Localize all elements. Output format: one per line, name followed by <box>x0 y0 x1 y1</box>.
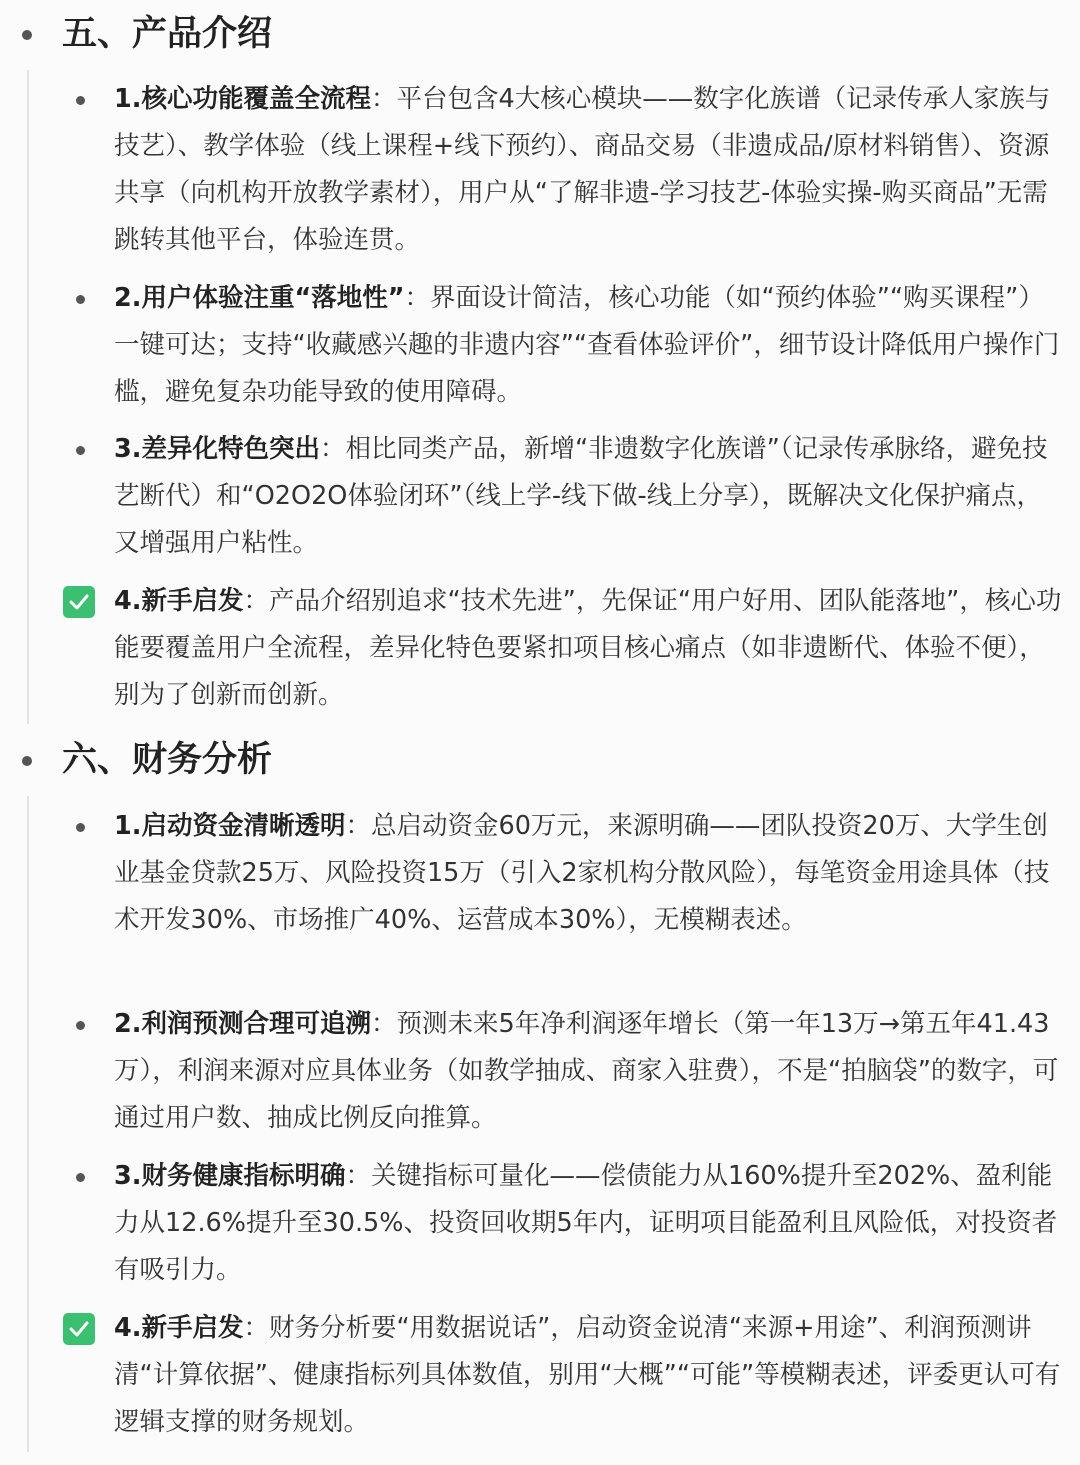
item-heading: 利润预测合理可追溯 <box>141 1009 371 1039</box>
list-item <box>114 275 1064 416</box>
item-text: 平台包含4大核心模块——数字化族谱（记录传承人家族与技艺）、教学体验（线上课程+线下预约）、商品交易（非遗成品/原材料销售）、资源共享（向机构开放教学素材），用户从“了解非遗-学习技艺-体验实操-购买商品”无需跳转其他平台，体验连贯。 <box>114 84 1051 255</box>
item-text: 相比同类产品，新增“非遗数字化族谱”（记录传承脉络，避免技艺断代）和“O2O2O体验闭环”（线上学-线下做-线上分享），既解决文化保护痛点，又增强用户粘性。 <box>114 434 1048 558</box>
item-number: 1. <box>114 84 142 114</box>
item-heading: 新手启发 <box>141 586 244 616</box>
dot-icon <box>76 295 85 304</box>
dot-icon <box>76 823 85 832</box>
check-icon <box>63 586 95 618</box>
dot-icon <box>76 1021 85 1030</box>
section-guide-line <box>27 796 29 1452</box>
list-item <box>114 1001 1064 1142</box>
item-heading: 启动资金清晰透明 <box>141 811 346 841</box>
list-item <box>114 76 1064 264</box>
check-icon <box>63 1313 95 1345</box>
list-item <box>114 1305 1064 1446</box>
section-title: 六、财务分析 <box>62 740 273 780</box>
item-number: 4. <box>114 1313 142 1343</box>
item-number: 3. <box>114 1161 142 1191</box>
item-colon: ： <box>345 811 371 841</box>
item-colon: ： <box>243 586 269 616</box>
section-financial-analysis <box>0 730 1080 1465</box>
section-guide-line <box>27 70 29 724</box>
list-item <box>114 426 1064 567</box>
item-heading: 用户体验注重“落地性” <box>141 283 405 313</box>
item-colon: ： <box>404 283 430 313</box>
dot-icon <box>76 1173 85 1182</box>
item-number: 2. <box>114 1009 142 1039</box>
dot-icon <box>76 96 85 105</box>
item-colon: ： <box>243 1313 269 1343</box>
item-text: 界面设计简洁，核心功能（如“预约体验”“购买课程”）一键可达；支持“收藏感兴趣的非遗内容”“查看体验评价”，细节设计降低用户操作门槛，避免复杂功能导致的使用障碍。 <box>114 283 1060 407</box>
item-heading: 差异化特色突出 <box>141 434 320 464</box>
item-colon: ： <box>345 1161 371 1191</box>
item-number: 2. <box>114 283 142 313</box>
item-text: 关键指标可量化——偿债能力从160%提升至202%、盈利能力从12.6%提升至30.5%、投资回收期5年内，证明项目能盈利且风险低，对投资者有吸引力。 <box>114 1161 1058 1285</box>
list-item <box>114 803 1064 944</box>
section-bullet-icon <box>22 756 32 766</box>
section-title: 五、产品介绍 <box>62 14 273 54</box>
item-colon: ： <box>370 84 397 114</box>
item-text: 预测未来5年净利润逐年增长（第一年13万→第五年41.43万），利润来源对应具体业务（如教学抽成、商家入驻费），不是“拍脑袋”的数字，可通过用户数、抽成比例反向推算。 <box>114 1009 1059 1133</box>
item-number: 4. <box>114 586 142 616</box>
item-heading: 核心功能覆盖全流程 <box>141 84 371 114</box>
item-text: 总启动资金60万元，来源明确——团队投资20万、大学生创业基金贷款25万、风险投资15万（引入2家机构分散风险），每笔资金用途具体（技术开发30%、市场推广40%、运营成本30%），无模糊表述。 <box>114 811 1050 935</box>
item-text: 财务分析要“用数据说话”，启动资金说清“来源+用途”、利润预测讲清“计算依据”、健康指标列具体数值，别用“大概”“可能”等模糊表述，评委更认可有逻辑支撑的财务规划。 <box>114 1313 1061 1437</box>
section-bullet-icon <box>22 30 32 40</box>
dot-icon <box>76 446 85 455</box>
item-colon: ： <box>370 1009 397 1039</box>
check-mark-icon <box>69 594 89 610</box>
item-number: 3. <box>114 434 142 464</box>
item-heading: 新手启发 <box>141 1313 244 1343</box>
section-product-intro <box>0 0 1080 730</box>
item-text: 产品介绍别追求“技术先进”，先保证“用户好用、团队能落地”，核心功能要覆盖用户全流程，差异化特色要紧扣项目核心痛点（如非遗断代、体验不便），别为了创新而创新。 <box>114 586 1062 710</box>
item-colon: ： <box>319 434 346 464</box>
check-mark-icon <box>69 1321 89 1337</box>
list-item <box>114 578 1064 719</box>
item-number: 1. <box>114 811 142 841</box>
item-heading: 财务健康指标明确 <box>141 1161 346 1191</box>
list-item <box>114 1153 1064 1294</box>
